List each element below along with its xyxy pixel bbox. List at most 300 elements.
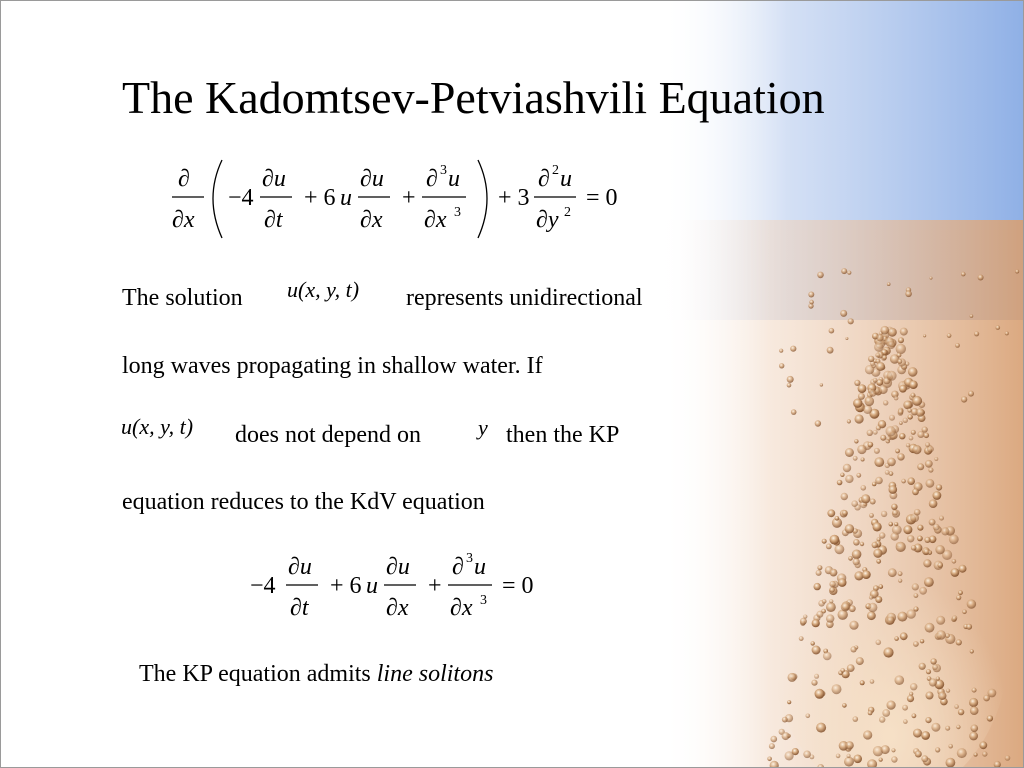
droplet: [814, 583, 821, 590]
svg-text:= 0: = 0: [502, 573, 534, 599]
droplet: [912, 445, 921, 454]
droplet: [822, 599, 827, 604]
droplet: [962, 610, 967, 615]
svg-text:3: 3: [466, 551, 473, 566]
droplet: [808, 292, 814, 298]
droplet: [868, 442, 874, 448]
droplet: [952, 615, 957, 620]
droplet: [870, 679, 875, 684]
droplet: [905, 291, 912, 298]
droplet: [865, 397, 875, 407]
droplet: [876, 559, 881, 564]
droplet: [787, 383, 792, 388]
droplet: [955, 343, 960, 348]
droplet: [816, 723, 826, 733]
droplet: [974, 331, 979, 336]
droplet: [903, 401, 912, 410]
droplet: [837, 480, 843, 486]
svg-text:u: u: [366, 573, 378, 599]
droplet: [889, 522, 894, 527]
droplet: [887, 282, 891, 286]
droplet: [996, 325, 1001, 330]
droplet: [881, 326, 890, 335]
droplet: [826, 544, 832, 550]
droplet: [812, 619, 820, 627]
droplet: [912, 583, 919, 590]
droplet: [848, 318, 854, 324]
droplet: [812, 646, 821, 655]
math-u-xyt-1: u(x, y, t): [287, 277, 360, 302]
droplet: [1005, 755, 1011, 761]
droplet: [792, 748, 799, 755]
droplet: [851, 646, 857, 652]
droplet: [920, 639, 924, 643]
droplet: [887, 371, 897, 381]
droplet: [924, 577, 934, 587]
droplet: [857, 445, 866, 454]
svg-text:∂t: ∂t: [264, 207, 283, 233]
svg-text:2: 2: [552, 163, 559, 178]
droplet: [844, 757, 854, 767]
droplet: [926, 479, 935, 488]
droplet: [845, 475, 853, 483]
droplet: [845, 524, 854, 533]
droplet: [806, 714, 811, 719]
droplet: [879, 385, 888, 394]
droplet: [954, 704, 959, 709]
droplet: [856, 473, 861, 478]
droplet: [882, 355, 887, 360]
droplet: [970, 706, 979, 715]
droplet: [933, 524, 940, 531]
droplet: [840, 310, 847, 317]
droplet: [861, 458, 865, 462]
droplet: [924, 549, 930, 555]
droplet: [847, 664, 855, 672]
droplet: [853, 755, 862, 764]
droplet: [911, 545, 917, 551]
droplet: [832, 684, 842, 694]
droplet: [914, 509, 921, 516]
droplet: [845, 448, 854, 457]
droplet: [888, 568, 897, 577]
droplet: [803, 751, 811, 759]
math-var-y: y: [478, 415, 488, 440]
droplet: [872, 542, 878, 548]
svg-text:∂: ∂: [538, 166, 550, 192]
droplet: [936, 677, 940, 681]
droplet: [840, 668, 845, 673]
paragraph-line-3b: then the KP: [506, 422, 620, 448]
droplet: [782, 717, 788, 723]
droplet: [917, 463, 924, 470]
droplet: [851, 500, 858, 507]
droplet: [858, 393, 865, 400]
droplet: [862, 570, 871, 579]
droplet: [898, 571, 903, 576]
droplet: [827, 509, 835, 517]
droplet: [897, 453, 904, 460]
droplet: [917, 536, 923, 542]
svg-text:∂t: ∂t: [290, 595, 309, 621]
droplet: [779, 363, 784, 368]
droplet: [930, 277, 933, 280]
droplet: [983, 695, 990, 702]
droplet: [769, 743, 775, 749]
droplet: [947, 333, 952, 338]
droplet: [923, 559, 931, 567]
droplet: [829, 581, 835, 587]
droplet: [879, 584, 884, 589]
droplet: [913, 729, 922, 738]
paragraph-line-4: equation reduces to the KdV equation: [122, 489, 485, 515]
droplet: [863, 405, 872, 414]
droplet: [875, 477, 883, 485]
paragraph-line-3a: does not depend on: [235, 422, 421, 448]
droplet: [916, 408, 925, 417]
droplet: [979, 741, 987, 749]
droplet: [961, 396, 967, 402]
droplet: [845, 741, 853, 749]
droplet: [926, 692, 934, 700]
droplet: [865, 365, 874, 374]
footer-prefix: The KP equation admits: [139, 661, 377, 687]
droplet: [970, 649, 974, 653]
droplet: [936, 616, 945, 625]
droplet: [900, 632, 908, 640]
droplet: [969, 732, 978, 741]
droplet: [889, 415, 895, 421]
svg-text:2: 2: [564, 205, 571, 220]
svg-text:∂x: ∂x: [386, 595, 409, 621]
droplet: [842, 703, 847, 708]
droplet: [897, 612, 907, 622]
droplet: [867, 430, 873, 436]
droplet: [898, 409, 904, 415]
droplet: [909, 436, 914, 441]
droplet: [899, 433, 905, 439]
droplet: [889, 485, 898, 494]
droplet: [946, 758, 956, 768]
droplet: [901, 479, 906, 484]
droplet: [790, 346, 796, 352]
droplet: [854, 380, 860, 386]
droplet: [867, 611, 876, 620]
droplet: [969, 698, 978, 707]
droplet: [835, 544, 845, 554]
svg-text:= 0: = 0: [586, 185, 618, 211]
droplet: [934, 457, 938, 461]
droplet: [787, 376, 794, 383]
droplet: [838, 578, 847, 587]
droplet: [887, 458, 896, 467]
svg-text:∂x: ∂x: [360, 207, 383, 233]
svg-text:u: u: [340, 185, 352, 211]
svg-text:−4: −4: [250, 573, 276, 599]
droplet: [925, 623, 935, 633]
droplet: [817, 272, 824, 279]
droplet: [855, 414, 864, 423]
svg-text:∂x: ∂x: [424, 207, 447, 233]
droplet: [830, 569, 838, 577]
droplet: [841, 268, 847, 274]
droplet: [881, 745, 890, 754]
droplet: [811, 680, 817, 686]
svg-text:∂x: ∂x: [450, 595, 473, 621]
droplet: [982, 751, 987, 756]
droplet: [956, 725, 960, 729]
droplet: [912, 396, 922, 406]
droplet: [873, 378, 878, 383]
droplet: [938, 692, 946, 700]
droplet: [952, 559, 957, 564]
droplet: [891, 504, 897, 510]
footer-line: [139, 659, 493, 689]
svg-text:+: +: [428, 573, 442, 599]
droplet: [815, 420, 821, 426]
paragraph-line-1b: represents unidirectional: [406, 285, 643, 311]
droplet: [909, 380, 918, 389]
droplet: [970, 314, 974, 318]
droplet: [902, 705, 908, 711]
droplet: [847, 419, 851, 423]
droplet: [912, 488, 919, 495]
svg-text:u: u: [474, 554, 486, 580]
droplet: [883, 400, 888, 405]
droplet: [791, 409, 797, 415]
droplet: [968, 391, 974, 397]
droplet: [876, 362, 885, 371]
droplet: [856, 657, 864, 665]
droplet: [869, 513, 874, 518]
droplet: [848, 556, 853, 561]
droplet: [873, 522, 882, 531]
svg-text:∂: ∂: [452, 554, 464, 580]
droplet: [929, 499, 938, 508]
droplet: [929, 678, 937, 686]
droplet: [926, 669, 931, 674]
droplet: [820, 383, 823, 386]
droplet: [861, 485, 867, 491]
svg-text:∂u: ∂u: [360, 166, 384, 192]
droplet: [958, 709, 964, 715]
kdv-equation: [248, 538, 558, 645]
droplet: [849, 621, 858, 630]
droplet: [814, 674, 819, 679]
droplet: [895, 675, 905, 685]
droplet: [903, 418, 908, 423]
droplet: [843, 464, 851, 472]
droplet: [853, 456, 858, 461]
droplet: [925, 717, 931, 723]
droplet: [874, 448, 880, 454]
droplet: [853, 399, 862, 408]
droplet: [922, 427, 928, 433]
droplet: [894, 636, 899, 641]
svg-text:3: 3: [440, 163, 447, 178]
droplet: [907, 477, 915, 485]
droplet: [886, 426, 896, 436]
droplet: [840, 473, 844, 477]
svg-text:3: 3: [454, 205, 461, 220]
droplet: [987, 715, 993, 721]
droplet: [911, 430, 916, 435]
svg-text:u: u: [560, 166, 572, 192]
droplet: [782, 732, 790, 740]
droplet: [887, 617, 895, 625]
droplet: [771, 736, 778, 743]
droplet: [896, 542, 906, 552]
droplet: [816, 570, 822, 576]
droplet: [875, 596, 882, 603]
droplet: [967, 599, 976, 608]
droplet: [826, 614, 834, 622]
svg-text:∂x: ∂x: [172, 207, 195, 233]
droplet: [978, 275, 984, 281]
svg-text:∂: ∂: [178, 166, 190, 192]
svg-text:+ 3: + 3: [498, 185, 530, 211]
droplet: [903, 525, 912, 534]
kp-equation-formula: [160, 150, 640, 250]
droplet: [899, 385, 907, 393]
svg-text:+ 6: + 6: [330, 573, 362, 599]
droplet: [930, 658, 936, 664]
droplet: [894, 396, 899, 401]
droplet: [949, 534, 959, 544]
droplet: [908, 414, 913, 419]
droplet: [966, 624, 972, 630]
droplet: [845, 337, 848, 340]
droplet: [946, 689, 950, 693]
droplet: [974, 753, 978, 757]
svg-text:∂u: ∂u: [262, 166, 286, 192]
droplet: [923, 334, 926, 337]
droplet: [907, 609, 916, 618]
droplet: [868, 711, 873, 716]
droplet: [779, 349, 783, 353]
droplet: [879, 716, 885, 722]
droplet: [908, 367, 918, 377]
droplet: [870, 499, 876, 505]
droplet: [994, 761, 1001, 768]
droplet: [829, 587, 835, 593]
droplet: [842, 510, 848, 516]
droplet: [921, 755, 928, 762]
droplet: [822, 539, 827, 544]
droplet: [910, 683, 917, 690]
droplet: [876, 640, 882, 646]
droplet: [829, 328, 835, 334]
droplet: [941, 527, 949, 535]
droplet: [961, 272, 966, 277]
droplet: [815, 689, 825, 699]
math-u-xyt-2: u(x, y, t): [121, 414, 194, 439]
droplet: [891, 756, 897, 762]
droplet: [853, 558, 860, 565]
droplet: [887, 701, 896, 710]
droplet: [924, 433, 930, 439]
droplet: [799, 636, 804, 641]
droplet: [897, 359, 902, 364]
droplet: [1015, 270, 1019, 274]
droplet: [919, 663, 926, 670]
droplet: [936, 484, 942, 490]
droplet: [925, 460, 933, 468]
droplet: [767, 757, 772, 762]
droplet: [882, 709, 890, 717]
droplet: [956, 639, 962, 645]
droplet: [898, 579, 902, 583]
droplet: [915, 751, 922, 758]
droplet: [928, 467, 933, 472]
droplet: [903, 719, 908, 724]
droplet: [891, 532, 899, 540]
droplet: [925, 442, 930, 447]
droplet: [874, 457, 884, 467]
droplet: [912, 713, 917, 718]
svg-text:+ 6: + 6: [304, 185, 336, 211]
droplet: [931, 723, 940, 732]
droplet: [892, 510, 898, 516]
droplet: [951, 568, 960, 577]
droplet: [835, 516, 840, 521]
droplet: [849, 605, 856, 612]
droplet: [874, 342, 883, 351]
droplet: [935, 747, 940, 752]
droplet: [809, 300, 814, 305]
svg-text:3: 3: [480, 593, 487, 608]
droplet: [841, 493, 848, 500]
droplet: [898, 337, 904, 343]
droplet: [907, 408, 911, 412]
droplet: [924, 537, 930, 543]
droplet: [836, 754, 841, 759]
droplet: [863, 730, 872, 739]
droplet: [921, 731, 930, 740]
droplet: [811, 641, 815, 645]
droplet: [853, 716, 859, 722]
droplet: [869, 595, 874, 600]
droplet: [826, 602, 836, 612]
droplet: [971, 725, 979, 733]
droplet: [948, 744, 953, 749]
droplet: [876, 425, 881, 430]
footer-emphasis: line solitons: [376, 661, 494, 687]
paragraph-line-2: long waves propagating in shallow water. If: [122, 353, 543, 379]
droplet: [800, 618, 807, 625]
droplet: [959, 565, 967, 573]
droplet: [937, 562, 943, 568]
svg-text:∂u: ∂u: [288, 554, 312, 580]
droplet: [877, 334, 884, 341]
svg-text:∂: ∂: [426, 166, 438, 192]
droplet: [829, 599, 833, 603]
droplet: [881, 511, 887, 517]
droplet: [868, 603, 877, 612]
droplet: [852, 550, 862, 560]
droplet: [880, 435, 886, 441]
droplet: [906, 443, 910, 447]
droplet: [914, 593, 919, 598]
svg-text:∂u: ∂u: [386, 554, 410, 580]
droplet: [823, 652, 832, 661]
droplet: [896, 344, 906, 354]
droplet: [873, 549, 882, 558]
droplet: [875, 353, 880, 358]
droplet: [879, 532, 885, 538]
droplet: [847, 271, 851, 275]
slide-title: The Kadomtsev-Petviashvili Equation: [122, 72, 825, 123]
